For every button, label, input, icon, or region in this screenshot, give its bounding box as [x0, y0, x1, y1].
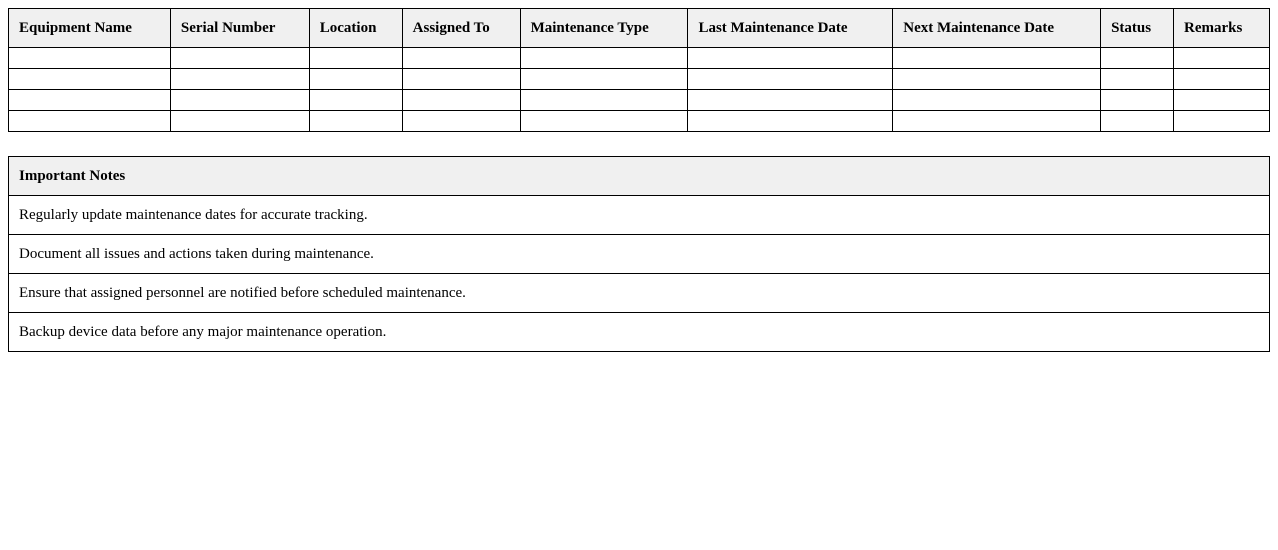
table-cell-serial-number[interactable]: [170, 48, 309, 69]
note-row: [9, 196, 1270, 235]
table-cell-maintenance-type[interactable]: [520, 48, 688, 69]
table-cell-status[interactable]: [1101, 111, 1174, 132]
table-row: [9, 111, 1270, 132]
column-header-last-maintenance-date: Last Maintenance Date: [688, 9, 893, 48]
column-header-next-maintenance-date: Next Maintenance Date: [893, 9, 1101, 48]
note-item: Ensure that assigned personnel are notified before scheduled maintenance.: [9, 274, 1270, 313]
note-item: Document all issues and actions taken during maintenance.: [9, 235, 1270, 274]
table-cell-remarks[interactable]: [1174, 69, 1270, 90]
table-cell-equipment-name[interactable]: [9, 111, 171, 132]
maintenance-log-table: [8, 8, 1270, 132]
table-cell-remarks[interactable]: [1174, 48, 1270, 69]
note-row: [9, 313, 1270, 352]
table-cell-last-maintenance-date[interactable]: [688, 48, 893, 69]
table-header-row: [9, 9, 1270, 48]
column-header-assigned-to: Assigned To: [402, 9, 520, 48]
column-header-status: Status: [1101, 9, 1174, 48]
table-cell-equipment-name[interactable]: [9, 69, 171, 90]
table-cell-serial-number[interactable]: [170, 69, 309, 90]
note-item: Regularly update maintenance dates for accurate tracking.: [9, 196, 1270, 235]
table-cell-next-maintenance-date[interactable]: [893, 90, 1101, 111]
table-row: [9, 90, 1270, 111]
table-cell-assigned-to[interactable]: [402, 48, 520, 69]
table-cell-serial-number[interactable]: [170, 111, 309, 132]
column-header-location: Location: [309, 9, 402, 48]
table-row: [9, 69, 1270, 90]
table-cell-remarks[interactable]: [1174, 111, 1270, 132]
column-header-remarks: Remarks: [1174, 9, 1270, 48]
table-cell-next-maintenance-date[interactable]: [893, 69, 1101, 90]
notes-title: Important Notes: [9, 157, 1270, 196]
table-cell-status[interactable]: [1101, 69, 1174, 90]
table-cell-assigned-to[interactable]: [402, 90, 520, 111]
table-cell-maintenance-type[interactable]: [520, 90, 688, 111]
table-cell-equipment-name[interactable]: [9, 90, 171, 111]
notes-header-row: [9, 157, 1270, 196]
table-cell-status[interactable]: [1101, 48, 1174, 69]
note-row: [9, 235, 1270, 274]
table-cell-assigned-to[interactable]: [402, 111, 520, 132]
note-item: Backup device data before any major maintenance operation.: [9, 313, 1270, 352]
table-cell-next-maintenance-date[interactable]: [893, 48, 1101, 69]
table-cell-location[interactable]: [309, 111, 402, 132]
column-header-maintenance-type: Maintenance Type: [520, 9, 688, 48]
table-cell-assigned-to[interactable]: [402, 69, 520, 90]
table-cell-remarks[interactable]: [1174, 90, 1270, 111]
column-header-equipment-name: Equipment Name: [9, 9, 171, 48]
table-cell-next-maintenance-date[interactable]: [893, 111, 1101, 132]
table-row: [9, 48, 1270, 69]
table-cell-last-maintenance-date[interactable]: [688, 69, 893, 90]
table-cell-status[interactable]: [1101, 90, 1174, 111]
table-cell-maintenance-type[interactable]: [520, 69, 688, 90]
table-cell-maintenance-type[interactable]: [520, 111, 688, 132]
table-cell-serial-number[interactable]: [170, 90, 309, 111]
table-cell-location[interactable]: [309, 90, 402, 111]
column-header-serial-number: Serial Number: [170, 9, 309, 48]
table-cell-last-maintenance-date[interactable]: [688, 111, 893, 132]
table-cell-location[interactable]: [309, 48, 402, 69]
table-cell-location[interactable]: [309, 69, 402, 90]
table-cell-last-maintenance-date[interactable]: [688, 90, 893, 111]
note-row: [9, 274, 1270, 313]
important-notes-table: [8, 156, 1270, 352]
table-cell-equipment-name[interactable]: [9, 48, 171, 69]
